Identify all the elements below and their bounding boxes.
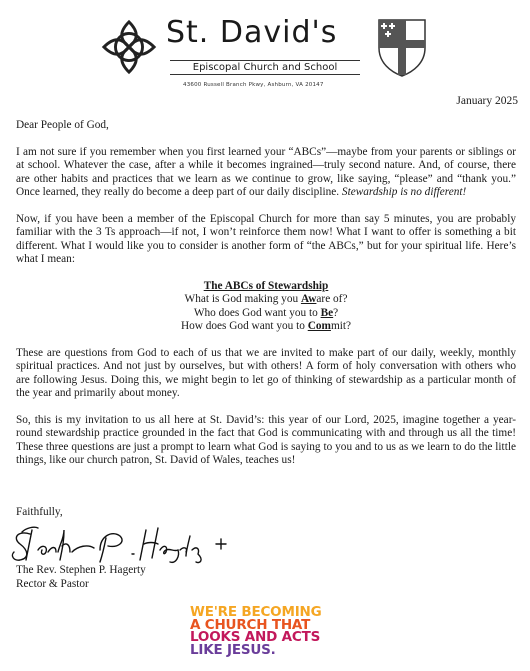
- slogan-line-1: WE'RE BECOMING: [190, 604, 322, 620]
- letter-date: January 2025: [456, 95, 518, 107]
- closing: Faithfully,: [16, 506, 63, 518]
- signer-title: Rector & Pastor: [16, 578, 89, 590]
- paragraph-2: Now, if you have been a member of the Episcopal Church for more than say 5 minutes, you are probably familiar with the 3 Ts approach—if not, I won’t reinforce them now! What I want to offer is something a bit different. What I would like you to consider is another form of “the ABCs,” but for your spiritual life. Here’s what I mean:: [16, 212, 516, 266]
- abcs-title: The ABCs of Stewardship: [203, 279, 329, 292]
- abcs-question-commit: How does God want you to Commit?: [180, 320, 352, 333]
- letterhead: [0, 0, 530, 95]
- salutation: Dear People of God,: [16, 119, 109, 131]
- signer-block: [16, 563, 146, 591]
- abcs-question-be: Who does God want you to Be?: [193, 306, 339, 319]
- slogan: [190, 606, 322, 656]
- handwritten-signature: [8, 516, 233, 566]
- signer-name: The Rev. Stephen P. Hagerty: [16, 564, 146, 576]
- paragraph-1: [16, 146, 516, 200]
- paragraph-1-emphasis: Stewardship is no different!: [341, 186, 467, 199]
- letter-body: [16, 119, 516, 481]
- slogan-line-3: LOOKS AND ACTS: [190, 629, 321, 646]
- abcs-list: [16, 280, 516, 334]
- episcopal-shield-icon: [377, 18, 427, 78]
- slogan-line-4: LIKE JESUS.: [190, 641, 276, 658]
- org-subtitle: Episcopal Church and School: [170, 60, 360, 75]
- celtic-knot-logo: [100, 18, 158, 76]
- slogan-line-2: A CHURCH THAT: [190, 616, 311, 633]
- org-name: St. David's: [166, 15, 338, 50]
- abcs-question-aware: What is God making you Aware of?: [184, 293, 348, 306]
- org-address: 43600 Russell Branch Pkwy, Ashburn, VA 20147: [183, 82, 324, 88]
- paragraph-1-text: I am not sure if you remember when you first learned your “ABCs”—maybe from your parents or siblings or at school. Whatever the case, after a while it becomes ingrained—truly second nature. And, of course, there are other habits and practices that we learn as we continue to grow, like saying, “please” and “thank you.” Once learned, they really do become a deep part of our daily discipline.: [16, 145, 516, 199]
- paragraph-4: So, this is my invitation to us all here at St. David’s: this year of our Lord, 2025, imagine together a year-round stewardship practice grounded in the fact that God is communicating with and through us all the time! These three questions are just a prompt to learn what God is saying to you and to us as we learn to do the little things, like our church patron, St. David of Wales, teaches us!: [16, 413, 516, 467]
- paragraph-3: These are questions from God to each of us that we are invited to make part of our daily, weekly, monthly spiritual practices. And not just by ourselves, but with others! A form of holy conversation with others who are following Jesus. Doing this, we might begin to let go of thinking of stewardship as a particular month of the year and primarily about money.: [16, 346, 516, 400]
